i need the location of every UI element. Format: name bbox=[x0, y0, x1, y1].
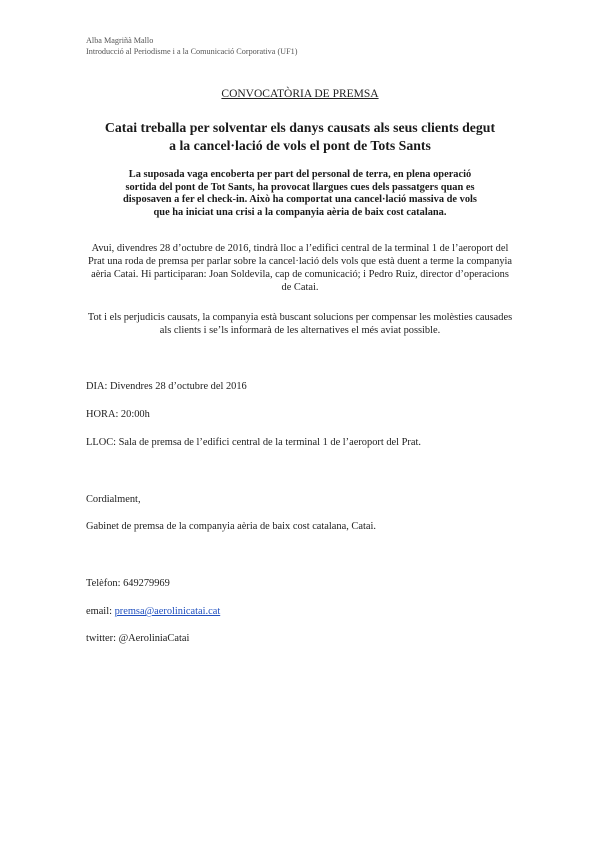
event-time: HORA: 20:00h bbox=[86, 409, 150, 420]
event-location: LLOC: Sala de premsa de l’edifici central de la terminal 1 de l’aeroport del Prat. bbox=[86, 437, 421, 448]
document-header bbox=[86, 35, 297, 57]
author-name: Alba Magriñà Mallo bbox=[86, 36, 154, 45]
press-release-label: CONVOCATÒRIA DE PREMSA bbox=[221, 88, 379, 100]
closing-signature: Gabinet de premsa de la companyia aèria de baix cost catalana, Catai. bbox=[86, 521, 376, 532]
event-date: DIA: Divendres 28 d’octubre del 2016 bbox=[86, 381, 247, 392]
contact-phone: Telèfon: 649279969 bbox=[86, 578, 170, 589]
body-paragraph-2: Tot i els perjudicis causats, la companyia està buscant solucions per compensar les molèsties causades als clients i se’ls informarà de les alternatives el més aviat possible. bbox=[87, 312, 513, 336]
contact-email-link[interactable]: premsa@aerolinicatai.cat bbox=[114, 606, 221, 617]
closing-greeting: Cordialment, bbox=[86, 494, 141, 505]
lead-paragraph: La suposada vaga encoberta per part del personal de terra, en plena operació sortida del pont de Tot Sants, ha provocat llargues cues dels passatgers quan es disposaven a fer el check-in. Això ha comportat una cancel·lació massiva de vols que ha iniciat una crisi a la companyia aèria de baix cost catalana. bbox=[123, 169, 477, 218]
course-name: Introducció al Periodisme i a la Comunicació Corporativa (UF1) bbox=[86, 47, 298, 56]
contact-email-line bbox=[86, 605, 220, 618]
body-paragraph-1: Avui, divendres 28 d’octubre de 2016, tindrà lloc a l’edifici central de la terminal 1 de l’aeroport del Prat una roda de premsa per parlar sobre la cancel·lació dels vols que està duent a terme la companyia aèria Catai. Hi participaran: Joan Soldevila, cap de comunicació; i Pedro Ruiz, director d’operacions de Catai. bbox=[87, 243, 513, 293]
contact-email-label: email: bbox=[86, 606, 115, 617]
press-release-title: Catai treballa per solventar els danys causats als seus clients degut a la cancel·lació de vols el pont de Tots Sants bbox=[104, 120, 496, 153]
contact-twitter: twitter: @AeroliniaCatai bbox=[86, 633, 190, 644]
